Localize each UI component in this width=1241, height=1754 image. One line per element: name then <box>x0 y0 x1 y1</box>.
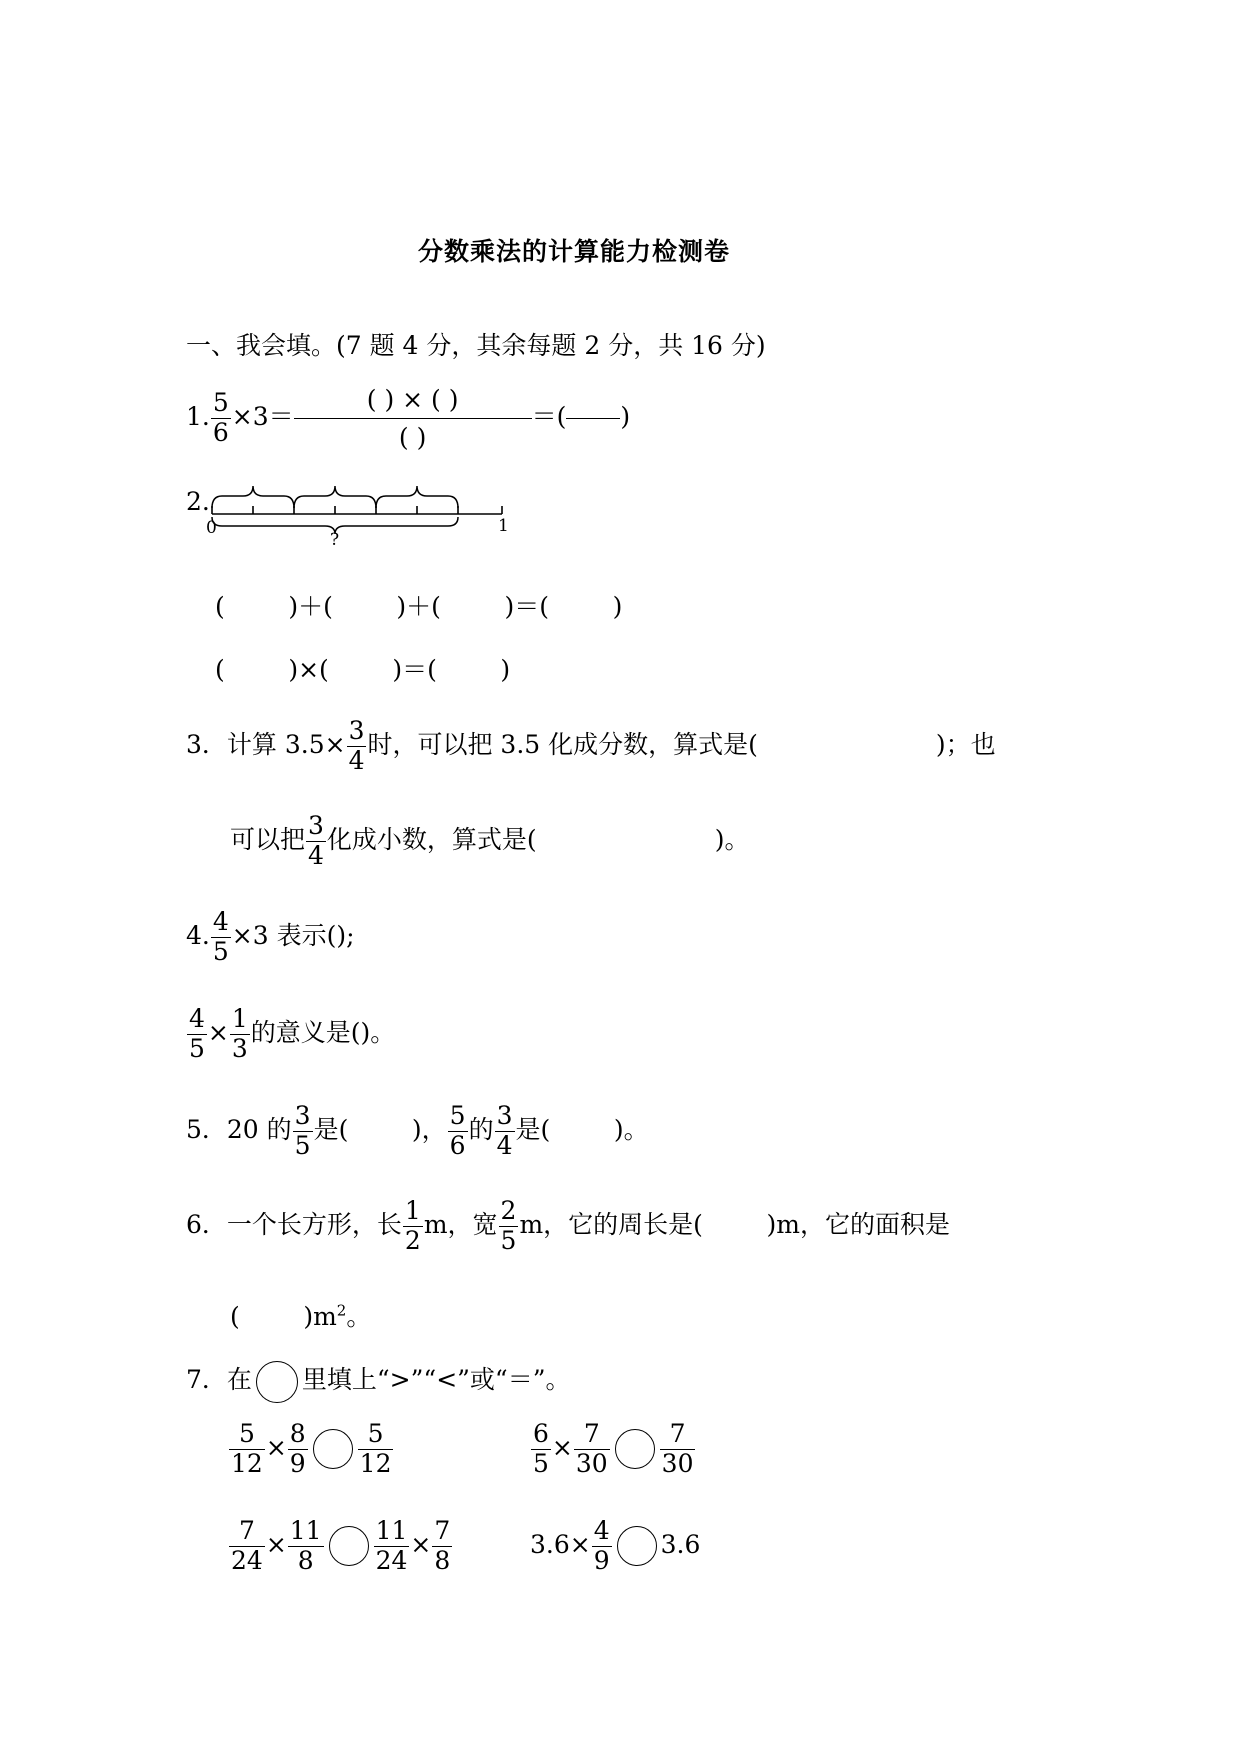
compare-item-1: $\frac{5}{12}$ × $\frac{8}{9}$ $\frac{5}{12}$ <box>231 1419 392 1478</box>
fraction: $\frac{3}{5}$ <box>294 1101 311 1160</box>
q2-number: 2. <box>186 487 210 516</box>
fraction: $\frac{1}{3}$ <box>231 1004 248 1063</box>
answer-blank[interactable] <box>566 418 620 419</box>
page-title: 分数乘法的计算能力检测卷 <box>418 237 731 266</box>
fraction: $\frac{1}{2}$ <box>404 1196 421 1255</box>
compare-circle[interactable] <box>313 1429 353 1469</box>
fraction: $\frac{4}{5}$ <box>212 907 229 966</box>
compare-item-2: $\frac{6}{5}$ × $\frac{7}{30}$ $\frac{7}{30}$ <box>533 1419 694 1478</box>
section-heading: 一、我会填。(7 题 4 分，其余每题 2 分，共 16 分) <box>186 331 766 360</box>
number-line-diagram <box>205 476 525 556</box>
fraction: $\frac{3}{4}$ <box>348 716 365 775</box>
question-4-line-2: $\frac{4}{5}$ × $\frac{1}{3}$ 的意义是()。 <box>189 1004 396 1063</box>
number-line-label-1: 1 <box>498 516 509 536</box>
fraction: $\frac{4}{5}$ <box>189 1004 205 1063</box>
compare-item-3: $\frac{7}{24}$ × $\frac{11}{8}$ $\frac{11}{24}$ × $\frac{7}{8}$ <box>231 1516 451 1575</box>
fraction: $\frac{2}{5}$ <box>500 1196 517 1255</box>
compare-circle[interactable] <box>329 1526 369 1566</box>
q2-multiplication-line: ( )×( )＝( ) <box>215 655 511 684</box>
fraction: $\frac{5}{6}$ <box>212 388 229 447</box>
number-line-label-0: 0 <box>206 518 217 538</box>
question-5: 5．20 的 $\frac{3}{5}$ 是( )， $\frac{5}{6}$ 的 $\frac{3}{4}$ 是( )。 <box>186 1101 649 1160</box>
compare-circle[interactable] <box>617 1526 657 1566</box>
question-6-line-1: 6．一个长方形，长 $\frac{1}{2}$ m，宽 $\frac{2}{5}$ m，它的周长是( )m，它的面积是 <box>186 1196 950 1255</box>
question-4-line-1: 4. $\frac{4}{5}$ ×3 表示(); <box>186 907 355 966</box>
q2-addition-line: ( )＋( )＋( )＝( ) <box>215 592 623 621</box>
circle-icon <box>256 1361 298 1403</box>
number-line-question-mark: ? <box>330 530 340 550</box>
fraction: $\frac{5}{6}$ <box>449 1101 466 1160</box>
fraction: $\frac{3}{4}$ <box>496 1101 513 1160</box>
question-1: 1. $\frac{5}{6}$ ×3＝ ( ) × ( ) ( ) ＝( ) <box>186 385 631 452</box>
fraction: $\frac{3}{4}$ <box>308 811 324 870</box>
answer-fraction: ( ) × ( ) ( ) <box>294 385 532 452</box>
compare-item-4: 3.6× $\frac{4}{9}$ 3.6 <box>530 1516 701 1575</box>
compare-circle[interactable] <box>615 1429 655 1469</box>
question-7: 7．在 里填上“>”“<”或“＝”。 <box>186 1360 571 1403</box>
question-6-line-2: ( )$m^2$。 <box>230 1301 372 1331</box>
question-3-line-2: 可以把 $\frac{3}{4}$ 化成小数，算式是( )。 <box>230 811 750 870</box>
q1-number: 1. <box>186 402 210 431</box>
question-3-line-1: 3．计算 3.5× $\frac{3}{4}$ 时，可以把 3.5 化成分数，算式是( )；也 <box>186 716 996 775</box>
